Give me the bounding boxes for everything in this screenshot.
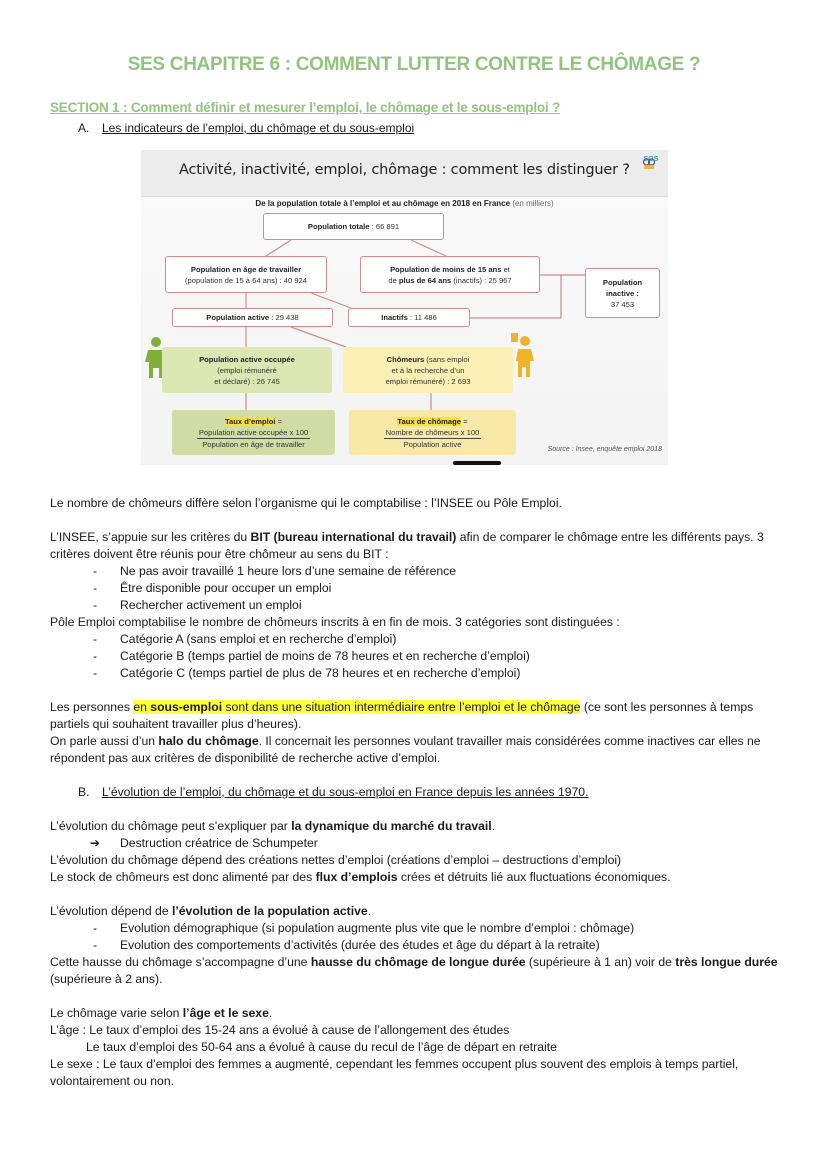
text: de (388, 275, 399, 285)
box-age-travailler (165, 256, 327, 293)
highlighted-text: en (133, 700, 151, 714)
label: Inactifs (381, 313, 408, 322)
blank-line (50, 512, 790, 529)
document-body (50, 495, 790, 1090)
value: emploi rémunéré) : 2 693 (385, 376, 471, 386)
text: Les personnes (50, 700, 134, 714)
list-item (50, 835, 790, 852)
subheading-letter: A. (78, 121, 90, 135)
label: Taux d’emploi (224, 416, 276, 426)
box-moins-15-plus-64 (360, 256, 540, 293)
text: Evolution démographique (si population augmente plus vite que le nombre d’emploi : chômage) (120, 921, 635, 935)
text-line (50, 733, 790, 750)
text: Pôle Emploi comptabilise le nombre de chômeurs inscrits à en fin de mois. 3 catégories sont distinguées : (50, 615, 620, 629)
box-inactifs (348, 308, 470, 327)
video-scrub-bar (453, 461, 501, 465)
text: Ne pas avoir travaillé 1 heure lors d’une semaine de référence (120, 564, 457, 578)
label: inactive : (606, 288, 639, 298)
text: et à la recherche d’un (391, 365, 465, 375)
blank-line (50, 682, 790, 699)
subheading-text: Les indicateurs de l’emploi, du chômage et du sous-emploi (102, 121, 415, 135)
text: L’évolution du chômage peut s’expliquer par (50, 819, 292, 833)
text-line (50, 546, 790, 563)
box-population-inactive (585, 268, 660, 318)
section-heading: SECTION 1 : Comment définir et mesurer l’emploi, le chômage et le sous-emploi ? (50, 100, 561, 115)
list-item (50, 563, 790, 580)
text: L’évolution dépend de (50, 904, 172, 918)
bullet-dash: - (92, 598, 98, 612)
text-line (50, 495, 790, 512)
value: (inactifs) : 25 967 (451, 275, 512, 285)
text: Le taux d’emploi des 50-64 ans a évolué à cause du recul de l’âge de départ en retraite (86, 1040, 557, 1054)
label: plus de 64 ans (398, 275, 452, 285)
text: L’INSEE, s’appuie sur les critères du (50, 530, 251, 544)
text: Le chômage varie selon (50, 1006, 183, 1020)
text-line (50, 954, 790, 971)
list-item (50, 631, 790, 648)
list-item (50, 920, 790, 937)
subheading-text: L’évolution de l’emploi, du chômage et du sous-emploi en France depuis les années 1970. (102, 785, 589, 799)
label: Chômeurs (386, 354, 425, 364)
text: Catégorie C (temps partiel de plus de 78 heures et en recherche d’emploi) (120, 666, 521, 680)
text: Être disponible pour occuper un emploi (120, 581, 332, 595)
text: (ce sont les personnes à temps (580, 700, 754, 714)
text-line (50, 529, 790, 546)
value: : 29 438 (269, 313, 299, 322)
text-line (50, 818, 790, 835)
blank-line (50, 801, 790, 818)
document-title: SES CHAPITRE 6 : COMMENT LUTTER CONTRE LE CHÔMAGE ? (127, 54, 701, 75)
box-taux-chomage (349, 410, 516, 455)
paragraphs-part-b (50, 818, 790, 1090)
text: Catégorie B (temps partiel de moins de 78 heures et en recherche d’emploi) (120, 649, 530, 663)
value: 37 453 (610, 299, 635, 309)
text: Catégorie A (sans emploi et en recherche d’emploi) (120, 632, 397, 646)
text: (supérieure à 1 an) voir de (525, 955, 676, 969)
text: (sans emploi (424, 354, 470, 364)
bold-text: l’évolution de la population active (171, 904, 368, 918)
diagram-source: Source : Insee, enquête emploi 2018 (547, 446, 662, 453)
text: afin de comparer le chômage entre les différents pays. 3 (456, 530, 764, 544)
label: Population active (206, 313, 270, 322)
text: (emploi rémunéré (217, 365, 277, 375)
text: partiels qui souhaitent travailler plus d’heures). (50, 717, 302, 731)
value: : 66 891 (369, 222, 400, 231)
text: . (268, 1006, 273, 1020)
label: Population (602, 277, 643, 287)
list-item (50, 937, 790, 954)
blank-line (50, 886, 790, 903)
bold-text: flux d’emplois (315, 870, 398, 884)
bold-text: la dynamique du marché du travail (291, 819, 492, 833)
text: Le stock de chômeurs est donc alimenté par des (50, 870, 316, 884)
subheading-b (50, 784, 790, 801)
text: crées et détruits lié aux fluctuations économiques. (397, 870, 671, 884)
bold-text: BIT (bureau international du travail) (250, 530, 457, 544)
blank-line (50, 988, 790, 1005)
subheading-letter: B. (78, 785, 90, 799)
list-item (50, 597, 790, 614)
box-population-active (172, 308, 333, 327)
text-line (50, 1022, 790, 1039)
value: : 11 486 (407, 313, 437, 322)
text-line (50, 971, 790, 988)
subtitle-main: De la population totale à l’emploi et au chômage en 2018 en France (255, 199, 511, 208)
text: critères doivent être réunis pour être chômeur au sens du BIT : (50, 547, 389, 561)
logo-text: SOS (643, 156, 659, 163)
bullet-dash: - (92, 649, 98, 663)
numerator: Nombre de chômeurs x 100 (385, 427, 480, 437)
text: Le sexe : Le taux d’emploi des femmes a augmenté, cependant les femmes occupent plus souvent des emplois à temps partiel, (50, 1057, 739, 1071)
bold-text: hausse du chômage de longue durée (310, 955, 526, 969)
unemployed-person-icon (511, 333, 535, 377)
text: répondent pas aux critères de disponibilité de recherche active d’emploi. (50, 751, 441, 765)
bullet-dash: - (92, 632, 98, 646)
text-line (50, 1005, 790, 1022)
text-line (50, 716, 790, 733)
text: L’évolution du chômage dépend des créations nettes d’emploi (créations d’emploi – destructions d’emploi) (50, 853, 622, 867)
text-line (50, 614, 790, 631)
text: Rechercher activement un emploi (120, 598, 302, 612)
bullet-dash: - (92, 581, 98, 595)
text: . (491, 819, 496, 833)
text: . Il concernait les personnes voulant travailler mais considérées comme inactives car elles ne (258, 734, 761, 748)
text-line (50, 869, 790, 886)
text: = (461, 416, 468, 426)
arrow-icon: ➔ (89, 836, 101, 850)
box-population-totale (263, 213, 444, 240)
text-line (50, 750, 790, 767)
text: L’âge : Le taux d’emploi des 15-24 ans a évolué à cause de l’allongement des études (50, 1023, 510, 1037)
list-item (50, 580, 790, 597)
bold-text: l’âge et le sexe (182, 1006, 269, 1020)
label: Population active occupée (199, 354, 295, 364)
list-item (50, 665, 790, 682)
text-line (50, 852, 790, 869)
label: Population totale (307, 222, 370, 231)
denominator: Population active (403, 439, 462, 449)
text-line (50, 1039, 790, 1056)
subtitle-unit: (en milliers) (512, 199, 554, 208)
denominator: Population en âge de travailler (202, 439, 305, 449)
bullet-dash: - (92, 921, 98, 935)
text-line (50, 1056, 790, 1073)
text: Evolution des comportements d’activités (durée des études et âge du départ à la retraite) (120, 938, 600, 952)
numerator: Population active occupée x 100 (198, 427, 309, 437)
box-chomeurs (343, 347, 513, 393)
bold-text: halo du chômage (158, 734, 259, 748)
label: Taux de chômage (397, 416, 462, 426)
list-item (50, 648, 790, 665)
text: (supérieure à 2 ans). (50, 972, 163, 986)
box-population-active-occupee (162, 347, 332, 393)
detail: (population de 15 à 64 ans) : 40 924 (184, 275, 307, 285)
paragraphs-part-a (50, 495, 790, 767)
label: Population en âge de travailler (190, 264, 302, 274)
subheading-a (78, 121, 414, 135)
text: Le nombre de chômeurs diffère selon l’organisme qui le comptabilise : l’INSEE ou Pôle Emploi. (50, 496, 562, 510)
label: Population de moins de 15 ans (390, 264, 502, 274)
bold-text: très longue durée (675, 955, 778, 969)
text-line (50, 1073, 790, 1090)
text-line (50, 699, 790, 716)
text-line (50, 903, 790, 920)
bullet-dash: - (92, 564, 98, 578)
box-taux-emploi (172, 410, 335, 455)
text: = (275, 416, 283, 426)
text: et (501, 264, 510, 274)
blank-line (50, 767, 790, 784)
bullet-dash: - (92, 938, 98, 952)
text: volontairement ou non. (50, 1074, 174, 1088)
bullet-dash: - (92, 666, 98, 680)
highlighted-text: sont dans une situation intermédiaire entre l’emploi et le chômage (222, 700, 581, 714)
highlighted-text: sous-emploi (150, 700, 223, 714)
text: . (367, 904, 372, 918)
text: Destruction créatrice de Schumpeter (120, 836, 318, 850)
diagram-title: Activité, inactivité, emploi, chômage : comment les distinguer ? (179, 162, 630, 178)
text: Cette hausse du chômage s’accompagne d’une (50, 955, 311, 969)
value: et déclaré) : 26 745 (214, 376, 280, 386)
employment-diagram (141, 150, 668, 465)
text: On parle aussi d’un (50, 734, 159, 748)
